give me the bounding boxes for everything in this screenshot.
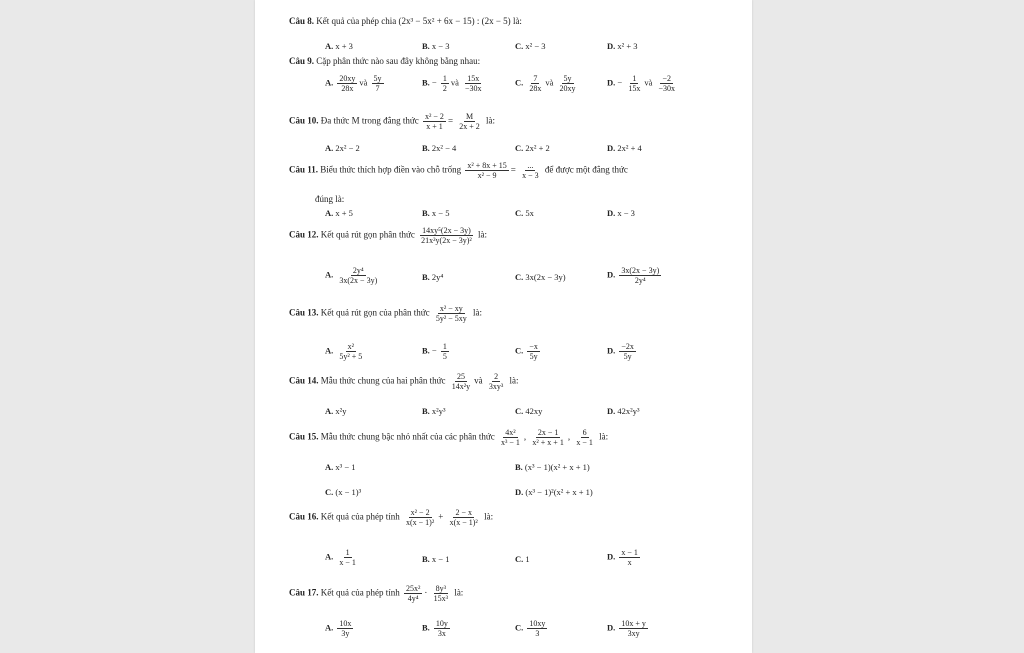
q11-option-c bbox=[515, 208, 534, 218]
text-fragment: và bbox=[545, 77, 554, 88]
text-fragment: A. bbox=[325, 41, 334, 51]
q11-option-d bbox=[607, 208, 635, 218]
text-fragment: B. bbox=[422, 622, 430, 633]
text-fragment: 28x bbox=[529, 84, 542, 93]
q13-option-d bbox=[607, 342, 638, 361]
text-fragment: −30x bbox=[658, 84, 675, 93]
text-fragment: C. bbox=[515, 272, 524, 282]
text-fragment: B. bbox=[422, 554, 430, 564]
text-fragment: C. bbox=[515, 406, 524, 416]
text-fragment: 5y² + 5 bbox=[339, 352, 363, 361]
text-fragment: 3x(2x − 3y) bbox=[525, 272, 566, 282]
text-fragment: B. bbox=[422, 345, 430, 356]
text-fragment: 15x bbox=[467, 74, 480, 83]
text-fragment: D. bbox=[607, 551, 616, 562]
text-fragment: x − 5 bbox=[431, 208, 450, 218]
q16-option-c bbox=[515, 554, 530, 564]
text-fragment: 3y bbox=[341, 629, 350, 638]
text-fragment: 5y bbox=[373, 74, 382, 83]
q17-option-d bbox=[607, 619, 650, 638]
text-fragment: D. bbox=[607, 41, 616, 51]
text-fragment: = bbox=[510, 164, 516, 175]
text-fragment: Câu 14. bbox=[289, 375, 319, 386]
q16-option-d bbox=[607, 548, 642, 567]
text-fragment: x − 1 bbox=[576, 438, 593, 447]
text-fragment: 7 bbox=[375, 84, 380, 93]
text-fragment: Câu 17. bbox=[289, 587, 319, 598]
text-fragment: −2 bbox=[662, 74, 671, 83]
q13-option-a bbox=[325, 342, 366, 361]
q9-option-a bbox=[325, 74, 386, 93]
text-fragment: Đa thức M trong đẳng thức bbox=[320, 115, 419, 126]
text-fragment: 2x² + 2 bbox=[525, 143, 550, 153]
text-fragment: x²y bbox=[335, 406, 347, 416]
text-fragment: 25x² bbox=[406, 584, 421, 593]
text-fragment: 3 bbox=[535, 629, 540, 638]
text-fragment: và bbox=[359, 77, 368, 88]
q15-option-c bbox=[325, 487, 361, 497]
text-fragment: − bbox=[617, 77, 623, 88]
text-fragment: là: bbox=[484, 511, 494, 522]
text-fragment: 2 − x bbox=[455, 508, 472, 517]
q14-option-b bbox=[422, 406, 446, 416]
text-fragment: 2x² + 4 bbox=[617, 143, 642, 153]
text-fragment: A. bbox=[325, 269, 334, 280]
text-fragment: 7 bbox=[533, 74, 538, 83]
text-fragment: B. bbox=[422, 77, 430, 88]
question-14 bbox=[289, 372, 519, 391]
text-fragment: D. bbox=[607, 345, 616, 356]
text-fragment: C. bbox=[515, 554, 524, 564]
text-fragment: D. bbox=[607, 406, 616, 416]
question-8 bbox=[289, 16, 522, 27]
text-fragment: để được một đẳng thức bbox=[544, 164, 628, 175]
text-fragment: 8y³ bbox=[435, 584, 447, 593]
text-fragment: 10x bbox=[339, 619, 352, 628]
q12-option-b bbox=[422, 272, 443, 282]
text-fragment: Câu 16. bbox=[289, 511, 319, 522]
text-fragment: Câu 12. bbox=[289, 229, 319, 240]
q10-option-b bbox=[422, 143, 456, 153]
text-fragment: x³ − 1 bbox=[500, 438, 520, 447]
text-fragment: C. bbox=[515, 41, 524, 51]
q11-option-a bbox=[325, 208, 353, 218]
text-fragment: x − 3 bbox=[522, 171, 539, 180]
text-fragment: 25 bbox=[456, 372, 465, 381]
text-fragment: −30x bbox=[465, 84, 482, 93]
text-fragment: x − 3 bbox=[617, 208, 635, 218]
text-fragment: x − 3 bbox=[431, 41, 450, 51]
text-fragment: C. bbox=[515, 208, 524, 218]
q15-option-a bbox=[325, 462, 355, 472]
text-fragment: A. bbox=[325, 208, 334, 218]
text-fragment: là: bbox=[454, 587, 464, 598]
text-fragment: 4x² bbox=[505, 428, 516, 437]
text-fragment: A. bbox=[325, 345, 334, 356]
text-fragment: 14xy⁵(2x − 3y) bbox=[422, 226, 471, 235]
text-fragment: 5x bbox=[525, 208, 534, 218]
text-fragment: 1 bbox=[442, 74, 447, 83]
text-fragment: 5y bbox=[563, 74, 572, 83]
text-fragment: 10xy bbox=[529, 619, 546, 628]
text-fragment: 5y² − 5xy bbox=[435, 314, 467, 323]
text-fragment: A. bbox=[325, 143, 334, 153]
text-fragment: 5 bbox=[442, 352, 447, 361]
q12-option-d bbox=[607, 266, 663, 285]
q17-option-a bbox=[325, 619, 355, 638]
text-fragment: x² + x + 1 bbox=[532, 438, 564, 447]
text-fragment: x² − 2 bbox=[425, 112, 444, 121]
text-fragment: 2y⁴ bbox=[352, 266, 364, 275]
text-fragment: là: bbox=[509, 375, 519, 386]
text-fragment: x + 1 bbox=[426, 122, 443, 131]
text-fragment: 2x² − 4 bbox=[431, 143, 457, 153]
text-fragment: M bbox=[465, 112, 474, 121]
text-fragment: x² + 3 bbox=[617, 41, 638, 51]
text-fragment: A. bbox=[325, 77, 334, 88]
q16-option-a bbox=[325, 548, 360, 567]
text-fragment: x − 1 bbox=[621, 548, 638, 557]
text-fragment: 28x bbox=[341, 84, 354, 93]
text-fragment: C. bbox=[515, 77, 524, 88]
text-fragment: là: bbox=[473, 307, 483, 318]
text-fragment: 1 bbox=[442, 342, 447, 351]
text-fragment: x + 5 bbox=[335, 208, 353, 218]
text-fragment: D. bbox=[607, 77, 616, 88]
text-fragment: Câu 9. bbox=[289, 56, 315, 66]
text-fragment: D. bbox=[607, 622, 616, 633]
q13-option-c bbox=[515, 342, 542, 361]
text-fragment: (2x³ − 5x² + 6x − 15) : (2x − 5) bbox=[398, 16, 511, 26]
q14-option-c bbox=[515, 406, 542, 416]
text-fragment: Câu 13. bbox=[289, 307, 319, 318]
text-fragment: 5y bbox=[529, 352, 538, 361]
q10-option-a bbox=[325, 143, 360, 153]
text-fragment: −x bbox=[529, 342, 538, 351]
text-fragment: x − 1 bbox=[339, 558, 356, 567]
q10-option-d bbox=[607, 143, 642, 153]
text-fragment: 6 bbox=[582, 428, 587, 437]
text-fragment: 2y⁴ bbox=[634, 276, 646, 285]
text-fragment: − bbox=[431, 77, 437, 88]
q9-option-b bbox=[422, 74, 486, 93]
text-fragment: x bbox=[627, 558, 632, 567]
question-12 bbox=[289, 226, 487, 245]
document-page bbox=[255, 0, 752, 653]
text-fragment: A. bbox=[325, 406, 334, 416]
text-fragment: Câu 10. bbox=[289, 115, 319, 126]
text-fragment: x(x − 1)² bbox=[406, 518, 435, 527]
q16-option-b bbox=[422, 554, 449, 564]
text-fragment: · bbox=[424, 587, 428, 598]
text-fragment: x² − 3 bbox=[525, 41, 546, 51]
q10-option-c bbox=[515, 143, 550, 153]
question-13 bbox=[289, 304, 482, 323]
text-fragment: + bbox=[438, 511, 444, 522]
text-fragment: 21x²y(2x − 3y)² bbox=[421, 236, 472, 245]
text-fragment: x − 1 bbox=[431, 554, 450, 564]
text-fragment: 15x³ bbox=[433, 594, 449, 603]
text-fragment: B. bbox=[422, 406, 430, 416]
text-fragment: là: bbox=[486, 115, 496, 126]
q13-option-b bbox=[422, 342, 451, 361]
text-fragment: 42xy bbox=[525, 406, 543, 416]
text-fragment: C. bbox=[515, 345, 524, 356]
text-fragment: D. bbox=[607, 143, 616, 153]
text-fragment: A. bbox=[325, 551, 334, 562]
text-fragment: Câu 11. bbox=[289, 164, 319, 175]
question-16 bbox=[289, 508, 493, 527]
q17-option-b bbox=[422, 619, 452, 638]
text-fragment: 10x + y bbox=[621, 619, 646, 628]
text-fragment: B. bbox=[422, 208, 430, 218]
text-fragment: (x − 1)³ bbox=[335, 487, 362, 497]
text-fragment: x² + 8x + 15 bbox=[467, 161, 507, 170]
text-fragment: 42x²y³ bbox=[617, 406, 640, 416]
text-fragment: Biểu thức thích hợp điền vào chỗ trống bbox=[320, 164, 462, 175]
q8-option-b bbox=[422, 41, 449, 51]
text-fragment: B. bbox=[422, 272, 430, 282]
text-fragment: Câu 15. bbox=[289, 431, 319, 442]
q14-option-d bbox=[607, 406, 640, 416]
text-fragment: C. bbox=[515, 622, 524, 633]
text-fragment: (x³ − 1)(x² + x + 1) bbox=[524, 462, 590, 472]
text-fragment: B. bbox=[422, 41, 430, 51]
q8-option-c bbox=[515, 41, 545, 51]
text-fragment: x(x − 1)² bbox=[449, 518, 478, 527]
text-fragment: − bbox=[431, 345, 437, 356]
text-fragment: và bbox=[644, 77, 653, 88]
question-17 bbox=[289, 584, 463, 603]
text-fragment: (x³ − 1)²(x² + x + 1) bbox=[525, 487, 593, 497]
text-fragment: 3xy bbox=[627, 629, 640, 638]
text-fragment: 4y⁴ bbox=[407, 594, 419, 603]
text-fragment: x²y³ bbox=[431, 406, 446, 416]
q14-option-a bbox=[325, 406, 346, 416]
q12-option-c bbox=[515, 272, 566, 282]
text-fragment: B. bbox=[515, 462, 523, 472]
text-fragment: Mẫu thức chung của hai phân thức bbox=[320, 375, 446, 386]
q9-option-c bbox=[515, 74, 580, 93]
text-fragment: Cặp phân thức nào sau đây không bằng nhau: bbox=[316, 56, 481, 66]
text-fragment: 15x bbox=[628, 84, 641, 93]
text-fragment: đúng là: bbox=[315, 194, 345, 204]
text-fragment: D. bbox=[607, 208, 616, 218]
text-fragment: 2 bbox=[442, 84, 447, 93]
q15-option-b bbox=[515, 462, 590, 472]
question-9 bbox=[289, 56, 480, 67]
text-fragment: x³ − 1 bbox=[335, 462, 356, 472]
text-fragment: x + 3 bbox=[335, 41, 353, 51]
text-fragment: 20xy bbox=[559, 84, 576, 93]
q9-option-d bbox=[607, 74, 679, 93]
text-fragment: 3xy³ bbox=[488, 382, 504, 391]
q11-option-b bbox=[422, 208, 449, 218]
text-fragment: là: bbox=[478, 229, 488, 240]
text-fragment: 1 bbox=[632, 74, 637, 83]
text-fragment: C. bbox=[325, 487, 334, 497]
text-fragment: 10y bbox=[435, 619, 448, 628]
text-fragment: Kết quả rút gọn phân thức bbox=[320, 229, 415, 240]
text-fragment: 3x bbox=[437, 629, 446, 638]
text-fragment: D. bbox=[607, 269, 616, 280]
text-fragment: Kết quả của phép chia bbox=[316, 16, 397, 26]
text-fragment: A. bbox=[325, 622, 334, 633]
text-fragment: Kết quả của phép tính bbox=[320, 511, 400, 522]
text-fragment: 2y⁴ bbox=[431, 272, 444, 282]
text-fragment: B. bbox=[422, 143, 430, 153]
text-fragment: 1 bbox=[525, 554, 530, 564]
text-fragment: x² − xy bbox=[439, 304, 463, 313]
text-fragment: 2x² − 2 bbox=[335, 143, 360, 153]
text-fragment: và bbox=[450, 77, 459, 88]
text-fragment: A. bbox=[325, 462, 334, 472]
question-15: Câu 15. Mẫu thức chung bậc nhỏ nhất của các phân thức $\frac{\text{4x²}}{\text{x³ − 1}}$ , $\frac{2x - 1}{\text{x² + x + 1}}$ , $\frac{6}{x - 1}$ là: bbox=[289, 428, 609, 447]
text-fragment: là: bbox=[512, 16, 522, 26]
text-fragment: −2x bbox=[621, 342, 634, 351]
q8-option-a bbox=[325, 41, 353, 51]
text-fragment: 1 bbox=[345, 548, 350, 557]
text-fragment: x² − 9 bbox=[477, 171, 497, 180]
text-fragment: x² − 2 bbox=[410, 508, 430, 517]
text-fragment: 5y bbox=[623, 352, 632, 361]
text-fragment: 2 bbox=[494, 372, 499, 381]
question-11 bbox=[289, 161, 628, 180]
question-11-cont bbox=[315, 194, 344, 205]
text-fragment: D. bbox=[515, 487, 524, 497]
q17-option-c bbox=[515, 619, 549, 638]
text-fragment: ... bbox=[527, 161, 534, 170]
q8-option-d bbox=[607, 41, 637, 51]
text-fragment: Kết quả rút gọn của phân thức bbox=[320, 307, 430, 318]
text-fragment: 3x(2x − 3y) bbox=[339, 276, 378, 285]
text-fragment: là: bbox=[599, 431, 609, 442]
q12-option-a bbox=[325, 266, 381, 285]
text-fragment: và bbox=[474, 375, 483, 386]
text-fragment: Mẫu thức chung bậc nhỏ nhất của các phân thức bbox=[320, 431, 495, 442]
question-label: Câu 8. bbox=[289, 16, 315, 26]
text-fragment: Kết quả của phép tính bbox=[320, 587, 400, 598]
text-fragment: x² bbox=[347, 342, 355, 351]
text-fragment: 2x − 1 bbox=[537, 428, 559, 437]
text-fragment: = bbox=[447, 115, 454, 126]
q15-option-d bbox=[515, 487, 593, 497]
text-fragment: 20xy bbox=[339, 74, 356, 83]
question-10 bbox=[289, 112, 495, 131]
text-fragment: C. bbox=[515, 143, 524, 153]
text-fragment: 3x(2x − 3y) bbox=[621, 266, 660, 275]
text-fragment: 14x²y bbox=[451, 382, 471, 391]
text-fragment: 2x + 2 bbox=[459, 122, 480, 131]
